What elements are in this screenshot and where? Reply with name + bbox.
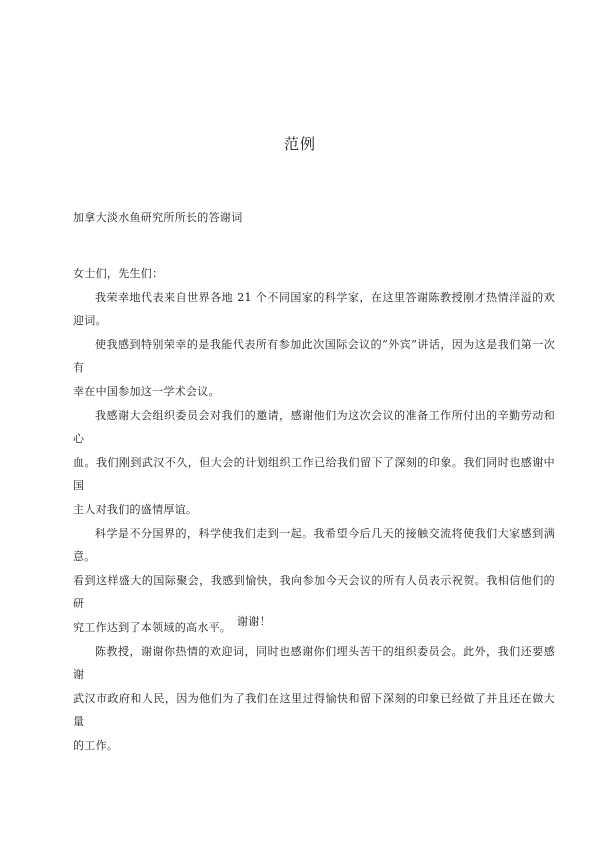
paragraph-line: 的工作。 [73, 738, 119, 752]
paragraph-line: 看到这样盛大的国际聚会，我感到愉快，我向参加今天会议的所有人员表示祝贺。我相信他们的研 [73, 573, 555, 611]
paragraph-1 [73, 286, 555, 333]
paragraph-line: 武汉市政府和人民，因为他们为了我们在这里过得愉快和留下深刻的印象已经做了并且还在做大量 [73, 691, 555, 729]
paragraph-5 [73, 640, 555, 758]
paragraph-3 [73, 404, 555, 522]
paragraph-line: 主人对我们的盛情厚谊。 [73, 502, 198, 516]
speech-subtitle: 加拿大淡水鱼研究所所长的答谢词 [73, 211, 243, 224]
salutation: 女士们，先生们： [73, 267, 164, 280]
paragraph-line: 我感谢大会组织委员会对我们的邀请，感谢他们为这次会议的准备工作所付出的辛勤劳动和心 [73, 408, 555, 446]
speech-body [73, 262, 555, 757]
page-title: 范例 [283, 135, 316, 153]
paragraph-line: 科学是不分国界的，科学使我们走到一起。我希望今后几天的接触交流将使我们大家感到满意。 [73, 526, 555, 564]
closing-thanks: 谢谢！ [237, 615, 271, 628]
paragraph-line: 幸在中国参加这一学术会议。 [73, 384, 220, 398]
paragraph-line: 陈教授，谢谢你热情的欢迎词，同时也感谢你们埋头苦干的组织委员会。此外，我们还要感谢 [73, 644, 555, 682]
paragraph-line: 究工作达到了本领域的高水平。 [73, 620, 232, 634]
paragraph-line: 血。我们刚到武汉不久，但大会的计划组织工作已给我们留下了深刻的印象。我们同时也感谢中国 [73, 455, 555, 493]
paragraph-2 [73, 333, 555, 404]
paragraph-line: 我荣幸地代表来自世界各地 21 个不同国家的科学家，在这里答谢陈教授刚才热情洋溢的欢迎词。 [73, 290, 555, 328]
paragraph-line: 使我感到特别荣幸的是我能代表所有参加此次国际会议的“外宾”讲话，因为这是我们第一次有 [73, 337, 555, 375]
paragraph-4 [73, 522, 555, 640]
